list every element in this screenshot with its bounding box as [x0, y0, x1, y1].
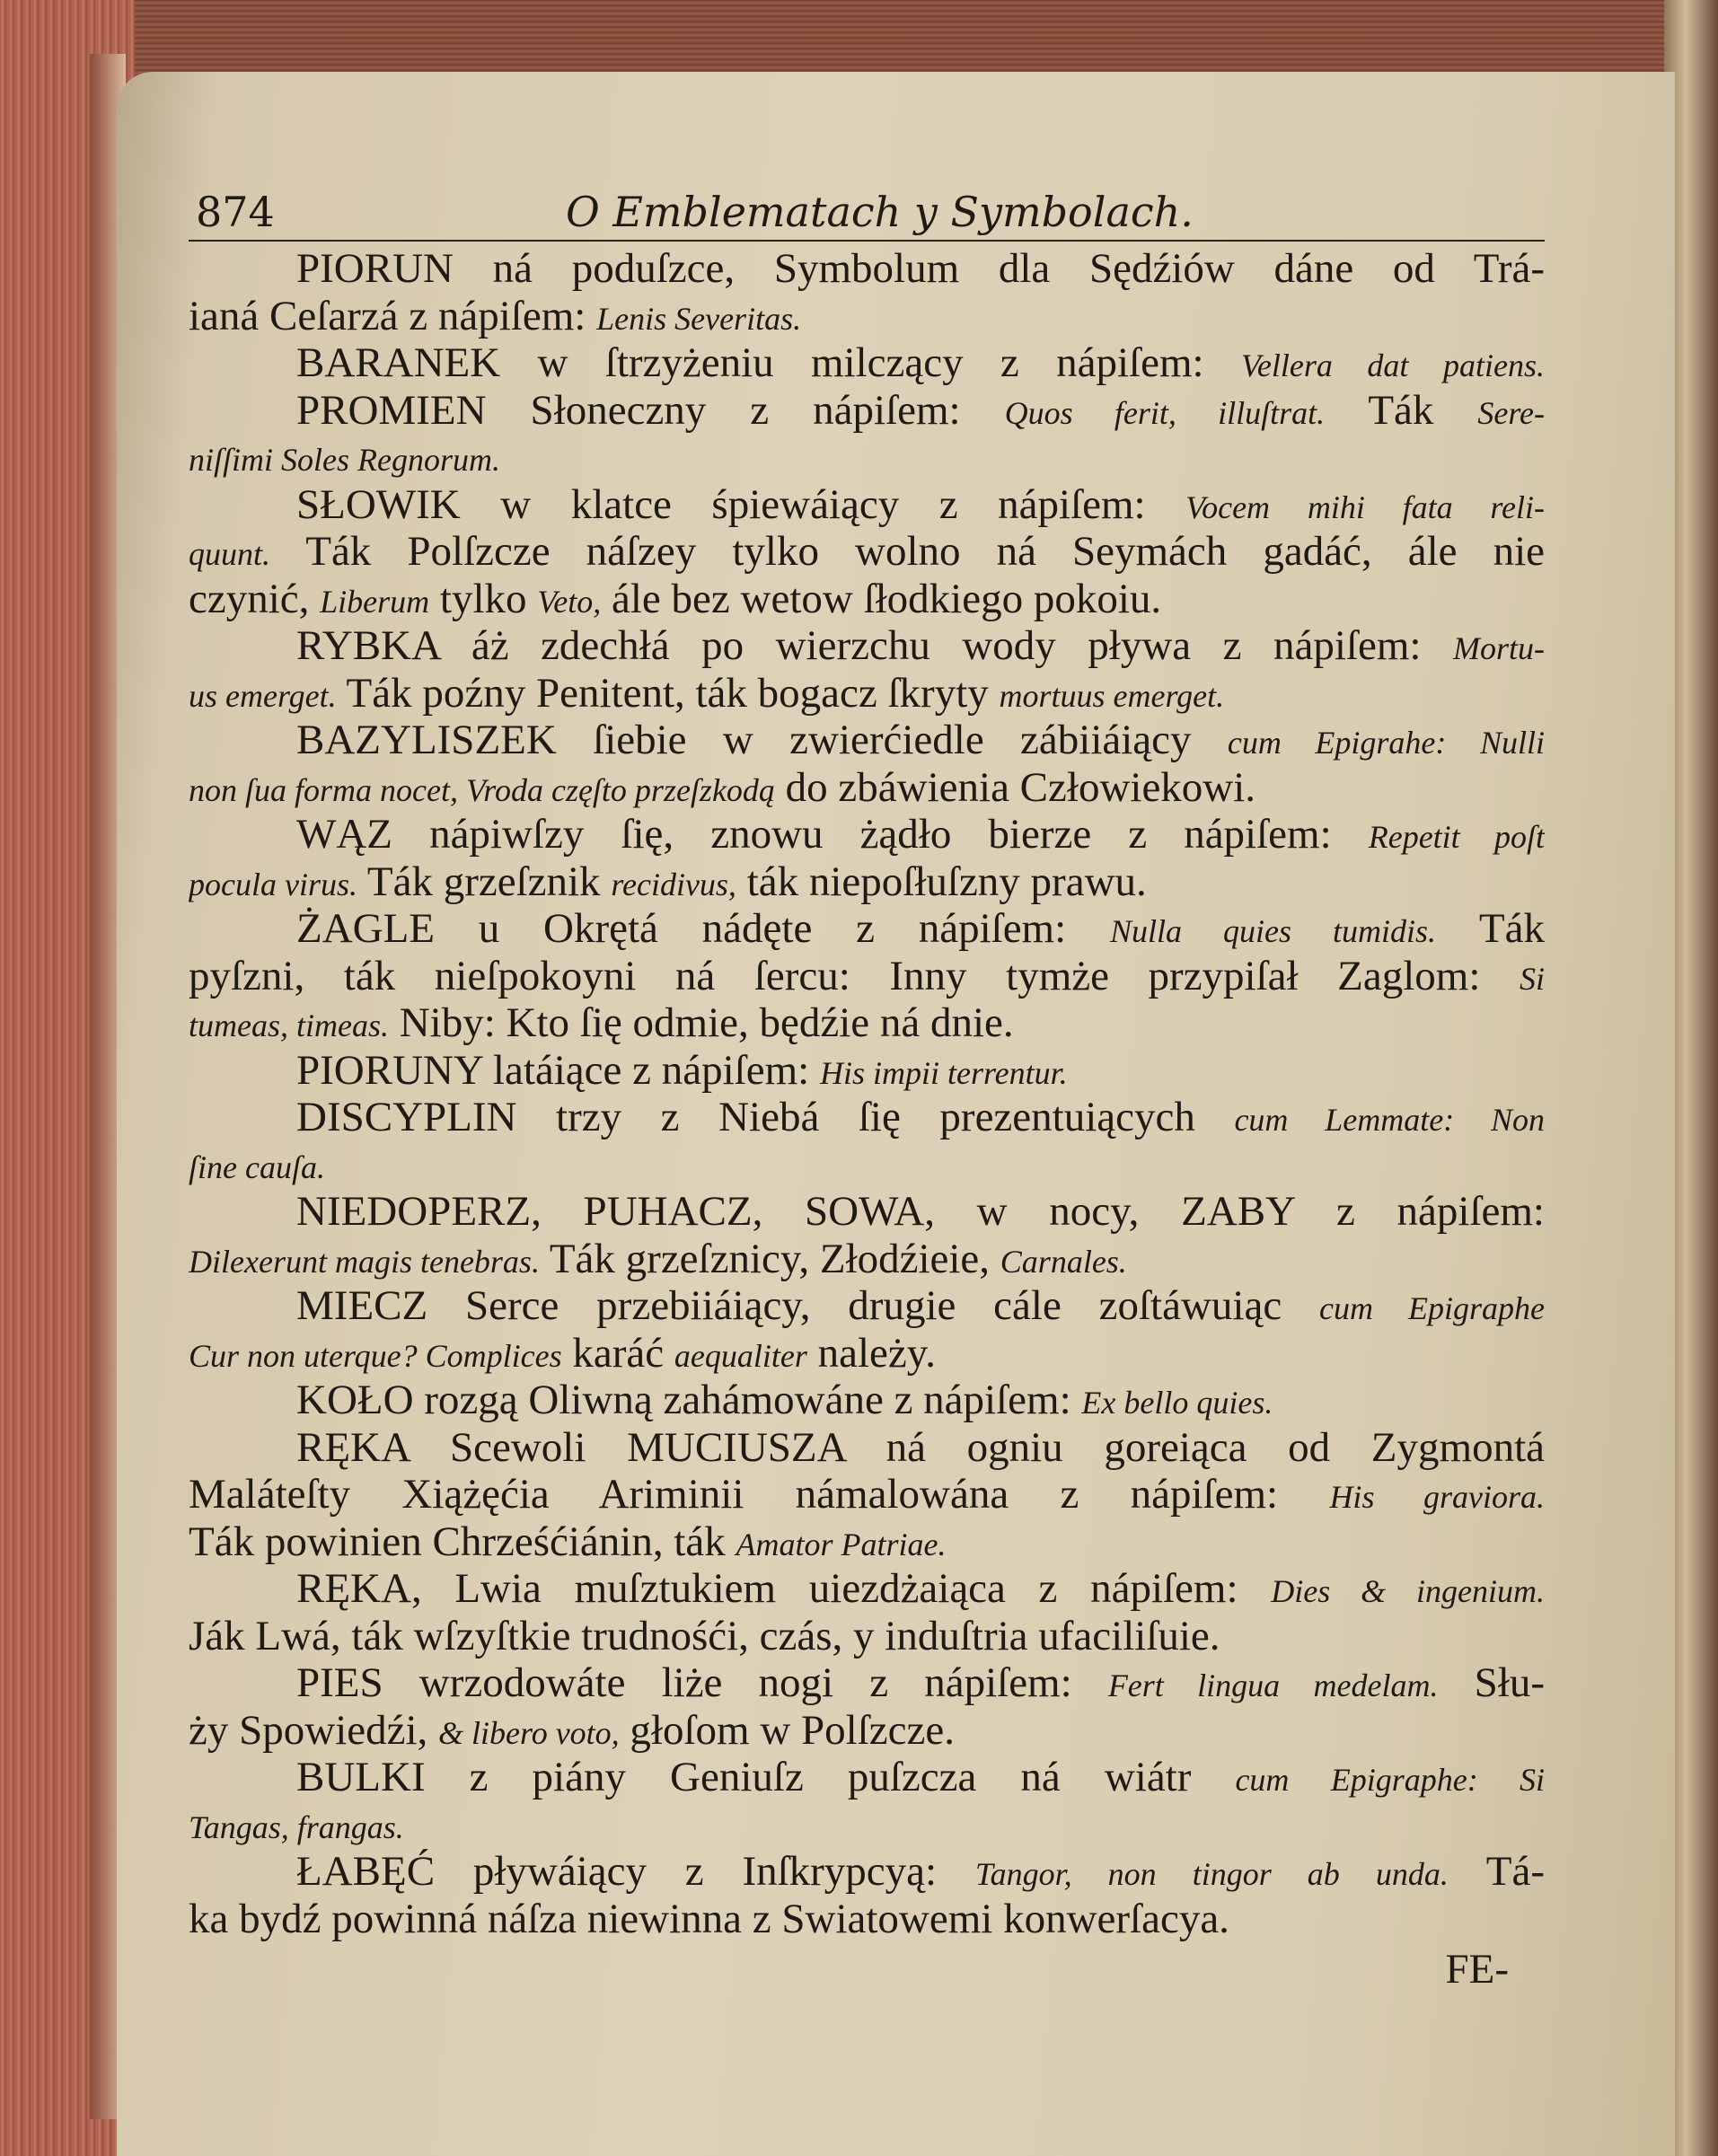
text-line: [189, 481, 1545, 529]
latin-phrase: pocula virus.: [189, 866, 357, 902]
text-line: [189, 953, 1545, 1000]
latin-phrase: cum Epigraphe: [1319, 1290, 1545, 1326]
polish-text: ka bydź powinná náſza niewinna z Swiatowemi konwerſacya.: [189, 1895, 1229, 1942]
text-line: [189, 1377, 1545, 1424]
polish-text: Ták poźny Penitent, ták bogacz ſkryty: [346, 669, 989, 717]
polish-text: RĘKA Scewoli MUCIUSZA ná ogniu goreiąca od Zygmontá: [296, 1423, 1545, 1471]
latin-phrase: Dilexerunt magis tenebras.: [189, 1243, 540, 1280]
latin-phrase: mortuus emerget.: [999, 677, 1225, 714]
text-line: [189, 293, 1545, 340]
latin-phrase: Vellera dat patiens.: [1240, 348, 1545, 383]
polish-text: Ták grzeſznicy, Złodźieie,: [549, 1235, 991, 1282]
text-line: [189, 1659, 1545, 1707]
catchword: FE-: [1445, 1946, 1509, 1993]
polish-text: BAZYLISZEK ſiebie w zwierćiedle zábiiáiący: [296, 717, 1192, 763]
text-line: [189, 1424, 1545, 1472]
text-line: [189, 1848, 1545, 1896]
polish-text: do zbáwienia Człowiekowi.: [785, 763, 1256, 811]
latin-phrase: Si: [1520, 960, 1545, 997]
polish-text: MIECZ Serce przebiiáiący, drugie cále zoſtáwuiąc: [296, 1282, 1282, 1329]
polish-text: BARANEK w ſtrzyżeniu milczący z nápiſem:: [296, 339, 1204, 386]
latin-phrase: Amator Patriae.: [736, 1526, 947, 1562]
polish-text: WĄZ nápiwſzy ſię, znowu żądło bierze z nápiſem:: [296, 811, 1332, 858]
polish-text: DISCYPLIN trzy z Niebá ſię prezentuiących: [296, 1094, 1195, 1140]
text-line: [189, 764, 1545, 812]
polish-text: Słu-: [1474, 1659, 1545, 1706]
text-line: [189, 1236, 1545, 1283]
polish-text: ták niepoſłuſzny prawu.: [746, 858, 1147, 905]
text-line: [189, 576, 1545, 623]
text-line: [189, 1754, 1545, 1801]
latin-phrase: non ſua forma nocet, Vroda częſto przeſzkodą: [189, 771, 775, 808]
latin-phrase: us emerget.: [189, 677, 337, 714]
polish-text: należy.: [817, 1329, 936, 1377]
latin-phrase: Fert lingua medelam.: [1107, 1668, 1439, 1703]
polish-text: Ták powinien Chrześćiánin, ták: [189, 1518, 726, 1565]
text-block: [189, 184, 1545, 1996]
polish-text: ŻAGLE u Okrętá nádęte z nápiſem:: [296, 905, 1067, 952]
text-line: [189, 245, 1545, 293]
latin-phrase: Vocem mihi fata reli-: [1185, 488, 1545, 525]
text-line: [189, 1707, 1545, 1755]
latin-phrase: Carnales.: [1000, 1243, 1127, 1280]
polish-text: PIES wrzodowáte liże nogi z nápiſem:: [296, 1659, 1072, 1706]
polish-text: Niby: Kto ſię odmie, będźie ná dnie.: [399, 999, 1014, 1046]
text-line: [189, 1141, 1545, 1189]
latin-phrase: quunt.: [189, 536, 271, 572]
polish-text: SŁOWIK w klatce śpiewáiący z nápiſem:: [296, 480, 1146, 528]
polish-text: tylko: [439, 575, 527, 622]
text-line: [189, 999, 1545, 1047]
text-line: [189, 717, 1545, 764]
polish-text: RYBKA áż zdechłá po wierzchu wody pływa z nápiſem:: [296, 622, 1422, 669]
latin-phrase: cum Epigrahe: Nulli: [1227, 725, 1545, 761]
page-body: [189, 245, 1545, 1942]
latin-phrase: Mortu-: [1453, 630, 1545, 666]
polish-text: ianá Ceſarzá z nápiſem:: [189, 292, 586, 339]
latin-phrase: Nulla quies tumidis.: [1109, 913, 1436, 949]
latin-phrase: Cur non uterque? Complices: [189, 1337, 562, 1374]
polish-text: Tá-: [1485, 1848, 1545, 1895]
text-line: [189, 1801, 1545, 1849]
polish-text: karáć: [572, 1329, 665, 1377]
latin-phrase: Lenis Severitas.: [596, 300, 802, 337]
polish-text: Ták: [1368, 386, 1434, 434]
latin-phrase: cum Epigraphe: Si: [1235, 1762, 1545, 1798]
polish-text: ále bez wetow ſłodkiego pokoiu.: [612, 575, 1162, 622]
latin-phrase: Veto,: [537, 583, 602, 620]
text-line: [189, 858, 1545, 906]
latin-phrase: Ex bello quies.: [1081, 1385, 1273, 1421]
running-title: O Emblematach y Symbolach.: [566, 188, 1194, 236]
polish-text: Ták: [1478, 905, 1545, 952]
polish-text: PIORUNY latáiące z nápiſem:: [296, 1046, 810, 1094]
polish-text: pyſzni, ták nieſpokoyni ná ſercu: Inny tymże przypiſał Zaglom:: [189, 952, 1481, 999]
polish-text: Ták Polſzcze náſzey tylko wolno ná Seymách gadáć, ále nie: [305, 528, 1545, 575]
text-line: [189, 1518, 1545, 1566]
polish-text: PIORUN ná poduſzce, Symbolum dla Sędźiów dáne od Trá-: [296, 245, 1545, 292]
polish-text: Ták grzeſznik: [366, 858, 601, 905]
polish-text: NIEDOPERZ, PUHACZ, SOWA, w nocy, ZABY z nápiſem:: [296, 1188, 1545, 1235]
latin-phrase: recidivus,: [611, 866, 736, 902]
latin-phrase: Liberum: [320, 583, 430, 620]
text-line: [189, 1094, 1545, 1141]
text-line: [189, 1613, 1545, 1660]
latin-phrase: niſſimi Soles Regnorum.: [189, 442, 500, 478]
text-line: [189, 1896, 1545, 1943]
text-line: [189, 670, 1545, 717]
polish-text: BULKI z piány Geniuſz puſzcza ná wiátr: [296, 1754, 1192, 1800]
latin-phrase: His impii terrentur.: [819, 1054, 1068, 1091]
text-line: [189, 811, 1545, 858]
latin-phrase: ſine cauſa.: [189, 1148, 325, 1185]
text-line: [189, 1565, 1545, 1613]
text-line: [189, 622, 1545, 670]
latin-phrase: Quos ferit, illuſtrat.: [1004, 394, 1326, 431]
polish-text: RĘKA, Lwia muſztukiem uiezdżaiąca z nápiſem:: [296, 1565, 1238, 1612]
polish-text: Maláteſty Xiążęćia Ariminii námalowána z nápiſem:: [189, 1471, 1279, 1518]
latin-phrase: Tangas, frangas.: [189, 1808, 404, 1845]
text-line: [189, 1282, 1545, 1330]
latin-phrase: cum Lemmate: Non: [1234, 1102, 1545, 1138]
text-line: [189, 905, 1545, 953]
polish-text: ŁABĘĆ pływáiący z Inſkrypcyą:: [296, 1848, 938, 1895]
latin-phrase: Dies & ingenium.: [1271, 1573, 1545, 1609]
polish-text: ży Spowiedźi,: [189, 1706, 428, 1754]
latin-phrase: & libero voto,: [438, 1714, 620, 1751]
polish-text: Ják Lwá, ták wſzyſtkie trudnośći, czás, y induſtria ufaciliſuie.: [189, 1612, 1220, 1659]
latin-phrase: Sere-: [1477, 394, 1545, 431]
text-line: [189, 1047, 1545, 1095]
polish-text: czynić,: [189, 575, 310, 622]
polish-text: PROMIEN Słoneczny z nápiſem:: [296, 386, 961, 434]
latin-phrase: tumeas, timeas.: [189, 1008, 389, 1043]
text-line: [189, 1471, 1545, 1518]
text-line: [189, 434, 1545, 481]
polish-text: głoſom w Polſzcze.: [630, 1706, 955, 1754]
polish-text: KOŁO rozgą Oliwną zahámowáne z nápiſem:: [296, 1377, 1071, 1423]
text-line: [189, 387, 1545, 435]
text-line: [189, 1188, 1545, 1236]
latin-phrase: aequaliter: [674, 1337, 807, 1374]
latin-phrase: His graviora.: [1329, 1479, 1545, 1515]
text-line: [189, 528, 1545, 576]
latin-phrase: Repetit poſt: [1368, 819, 1545, 855]
running-head: [189, 184, 1545, 242]
text-line: [189, 339, 1545, 387]
text-line: [189, 1330, 1545, 1377]
page-number: 874: [196, 188, 275, 236]
latin-phrase: Tangor, non tingor ab unda.: [974, 1856, 1449, 1892]
